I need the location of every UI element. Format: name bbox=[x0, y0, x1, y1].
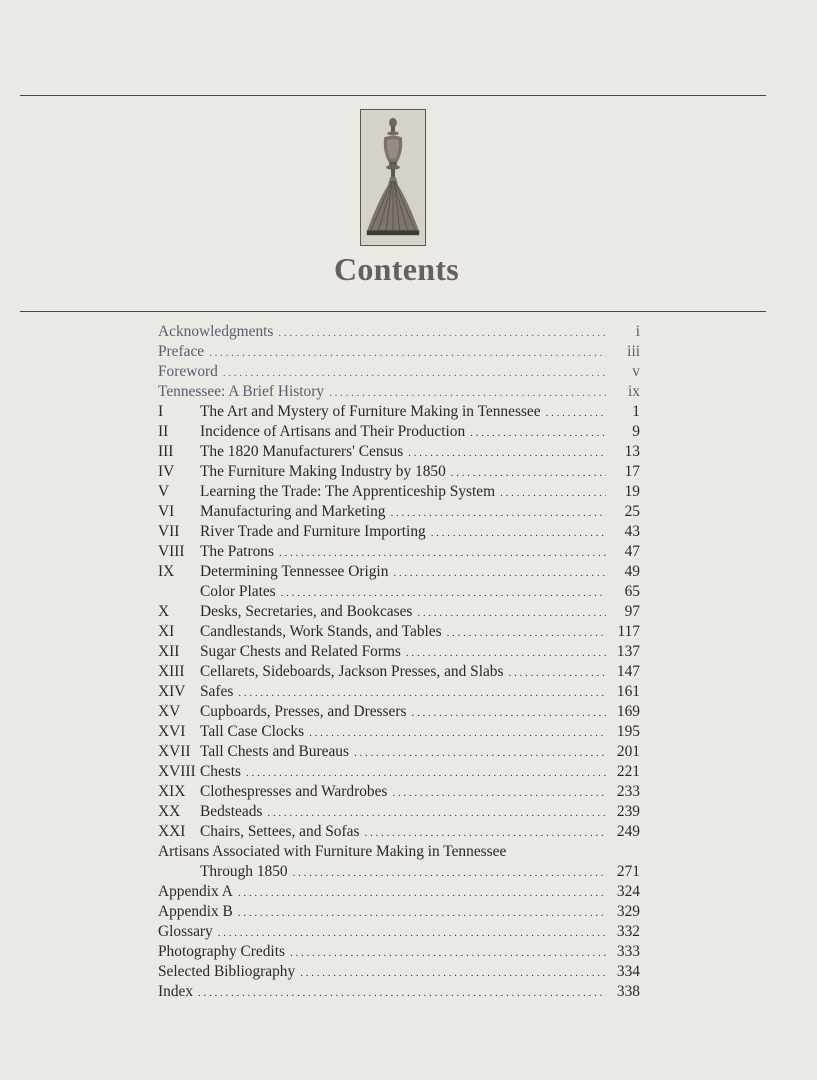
chapter-number: II bbox=[158, 423, 169, 440]
toc-entry bbox=[158, 842, 640, 862]
entry-title: Candlestands, Work Stands, and Tables bbox=[200, 623, 442, 640]
entry-title: River Trade and Furniture Importing bbox=[200, 523, 426, 540]
title-rule bbox=[20, 311, 766, 312]
toc-entry bbox=[158, 642, 640, 662]
dot-leader bbox=[290, 943, 606, 963]
page-number: 137 bbox=[616, 643, 640, 660]
dot-leader bbox=[447, 623, 606, 643]
dot-leader bbox=[431, 523, 606, 543]
entry-title: Selected Bibliography bbox=[158, 963, 296, 980]
entry-title: Sugar Chests and Related Forms bbox=[200, 643, 401, 660]
page-number: 17 bbox=[624, 463, 640, 480]
toc-entry bbox=[158, 802, 640, 822]
dot-leader bbox=[354, 743, 606, 763]
page-number: 324 bbox=[616, 883, 640, 900]
page-number: 332 bbox=[616, 923, 640, 940]
page-number: iii bbox=[627, 343, 640, 360]
entry-title: Acknowledgments bbox=[158, 323, 274, 340]
page-number: 334 bbox=[616, 963, 640, 980]
page-number: 169 bbox=[616, 703, 640, 720]
dot-leader bbox=[406, 643, 606, 663]
page-number: 117 bbox=[617, 623, 640, 640]
toc-entry bbox=[158, 702, 640, 722]
entry-title: Index bbox=[158, 983, 194, 1000]
chapter-number: XV bbox=[158, 703, 181, 720]
dot-leader bbox=[329, 383, 606, 403]
chapter-number: XIX bbox=[158, 783, 186, 800]
toc-entry bbox=[158, 722, 640, 742]
entry-title: Tall Case Clocks bbox=[200, 723, 305, 740]
page-number: 65 bbox=[624, 583, 640, 600]
entry-title: Chests bbox=[200, 763, 242, 780]
entry-title: Glossary bbox=[158, 923, 213, 940]
toc-entry bbox=[158, 382, 640, 402]
chapter-number: XIII bbox=[158, 663, 185, 680]
toc-entry bbox=[158, 782, 640, 802]
toc-entry bbox=[158, 942, 640, 962]
toc-entry bbox=[158, 422, 640, 442]
page-number: 13 bbox=[624, 443, 640, 460]
toc-entry bbox=[158, 982, 640, 1002]
page-number: i bbox=[635, 323, 640, 340]
dot-leader bbox=[470, 423, 606, 443]
chapter-number: XIV bbox=[158, 683, 186, 700]
toc-entry bbox=[158, 742, 640, 762]
entry-title: Cellarets, Sideboards, Jackson Presses, and Slabs bbox=[200, 663, 504, 680]
page-number: v bbox=[632, 363, 640, 380]
page-number: 221 bbox=[616, 763, 640, 780]
page-number: 201 bbox=[616, 743, 640, 760]
top-rule bbox=[20, 95, 766, 96]
dot-leader bbox=[309, 723, 606, 743]
toc-entry bbox=[158, 322, 640, 342]
chapter-number: VII bbox=[158, 523, 180, 540]
chapter-number: XVIII bbox=[158, 763, 196, 780]
entry-title: The Art and Mystery of Furniture Making in Tennessee bbox=[200, 403, 541, 420]
dot-leader bbox=[390, 503, 606, 523]
entry-title: Tennessee: A Brief History bbox=[158, 383, 325, 400]
dot-leader bbox=[408, 443, 606, 463]
page-number: 233 bbox=[616, 783, 640, 800]
chapter-number: XII bbox=[158, 643, 180, 660]
toc-entry bbox=[158, 922, 640, 942]
toc-entry bbox=[158, 402, 640, 422]
chapter-number: XVI bbox=[158, 723, 186, 740]
toc-entry bbox=[158, 682, 640, 702]
dot-leader bbox=[198, 983, 606, 1003]
chapter-number: X bbox=[158, 603, 170, 620]
table-of-contents bbox=[158, 322, 640, 1002]
dot-leader bbox=[218, 923, 606, 943]
page-number: ix bbox=[628, 383, 640, 400]
entry-title: Foreword bbox=[158, 363, 218, 380]
dot-leader bbox=[209, 343, 606, 363]
page-title: Contents bbox=[333, 251, 460, 287]
page-number: 1 bbox=[632, 403, 640, 420]
entry-title: Determining Tennessee Origin bbox=[200, 563, 389, 580]
entry-title: Artisans Associated with Furniture Making in Tennessee bbox=[158, 843, 507, 860]
toc-entry bbox=[158, 902, 640, 922]
entry-title: Tall Chests and Bureaus bbox=[200, 743, 349, 760]
page-number: 25 bbox=[624, 503, 640, 520]
dot-leader bbox=[364, 823, 606, 843]
entry-title: Preface bbox=[158, 343, 205, 360]
dot-leader bbox=[278, 323, 606, 343]
entry-title: Incidence of Artisans and Their Production bbox=[200, 423, 466, 440]
chapter-number: XI bbox=[158, 623, 175, 640]
toc-entry bbox=[158, 442, 640, 462]
page-number: 333 bbox=[616, 943, 640, 960]
dot-leader bbox=[411, 703, 606, 723]
entry-title: Through 1850 bbox=[200, 863, 288, 880]
page-number: 338 bbox=[616, 983, 640, 1000]
dot-leader bbox=[238, 883, 606, 903]
entry-title: The Patrons bbox=[200, 543, 274, 560]
page-number: 19 bbox=[624, 483, 640, 500]
page-number: 239 bbox=[616, 803, 640, 820]
chapter-number: I bbox=[158, 403, 164, 420]
entry-title: Bedsteads bbox=[200, 803, 263, 820]
toc-entry bbox=[158, 542, 640, 562]
page-number: 147 bbox=[616, 663, 640, 680]
entry-title: Photography Credits bbox=[158, 943, 285, 960]
toc-entry bbox=[158, 462, 640, 482]
page-number: 9 bbox=[632, 423, 640, 440]
entry-title: The Furniture Making Industry by 1850 bbox=[200, 463, 446, 480]
dot-leader bbox=[451, 463, 606, 483]
toc-entry bbox=[158, 482, 640, 502]
entry-title: Appendix A bbox=[158, 883, 233, 900]
page-number: 195 bbox=[616, 723, 640, 740]
entry-title: Learning the Trade: The Apprenticeship System bbox=[200, 483, 496, 500]
dot-leader bbox=[238, 903, 606, 923]
toc-entry bbox=[158, 562, 640, 582]
chapter-number: IV bbox=[158, 463, 175, 480]
chapter-number: VIII bbox=[158, 543, 185, 560]
toc-entry bbox=[158, 622, 640, 642]
toc-entry bbox=[158, 962, 640, 982]
chapter-number: XXI bbox=[158, 823, 186, 840]
chapter-number: IX bbox=[158, 563, 175, 580]
page-number: 271 bbox=[616, 863, 640, 880]
dot-leader bbox=[500, 483, 606, 503]
dot-leader bbox=[267, 803, 606, 823]
dot-leader bbox=[392, 783, 606, 803]
toc-entry bbox=[158, 882, 640, 902]
chapter-number: V bbox=[158, 483, 170, 500]
page-number: 329 bbox=[616, 903, 640, 920]
entry-title: Manufacturing and Marketing bbox=[200, 503, 386, 520]
toc-entry bbox=[158, 862, 640, 882]
entry-title: The 1820 Manufacturers' Census bbox=[200, 443, 404, 460]
entry-title: Safes bbox=[200, 683, 234, 700]
dot-leader bbox=[281, 583, 606, 603]
entry-title: Appendix B bbox=[158, 903, 233, 920]
toc-entry bbox=[158, 822, 640, 842]
toc-entry bbox=[158, 342, 640, 362]
entry-title: Clothespresses and Wardrobes bbox=[200, 783, 388, 800]
entry-title: Chairs, Settees, and Sofas bbox=[200, 823, 360, 840]
chapter-number: VI bbox=[158, 503, 175, 520]
dot-leader bbox=[223, 363, 606, 383]
dot-leader bbox=[417, 603, 606, 623]
toc-entry bbox=[158, 662, 640, 682]
toc-entry bbox=[158, 502, 640, 522]
urn-finial-tassel-icon bbox=[360, 109, 426, 246]
dot-leader bbox=[300, 963, 606, 983]
dot-leader bbox=[546, 403, 606, 423]
entry-title: Color Plates bbox=[200, 583, 276, 600]
toc-entry bbox=[158, 602, 640, 622]
page-number: 47 bbox=[624, 543, 640, 560]
page-number: 49 bbox=[624, 563, 640, 580]
toc-entry bbox=[158, 522, 640, 542]
entry-title: Cupboards, Presses, and Dressers bbox=[200, 703, 407, 720]
toc-entry bbox=[158, 762, 640, 782]
page-number: 97 bbox=[624, 603, 640, 620]
chapter-number: III bbox=[158, 443, 174, 460]
chapter-number: XX bbox=[158, 803, 181, 820]
dot-leader bbox=[238, 683, 606, 703]
page-number: 43 bbox=[624, 523, 640, 540]
toc-entry bbox=[158, 362, 640, 382]
dot-leader bbox=[246, 763, 606, 783]
dot-leader bbox=[393, 563, 606, 583]
page-number: 161 bbox=[616, 683, 640, 700]
page-number: 249 bbox=[616, 823, 640, 840]
dot-leader bbox=[293, 863, 606, 883]
entry-title: Desks, Secretaries, and Bookcases bbox=[200, 603, 413, 620]
dot-leader bbox=[279, 543, 606, 563]
dot-leader bbox=[509, 663, 607, 683]
chapter-number: XVII bbox=[158, 743, 191, 760]
toc-entry bbox=[158, 582, 640, 602]
